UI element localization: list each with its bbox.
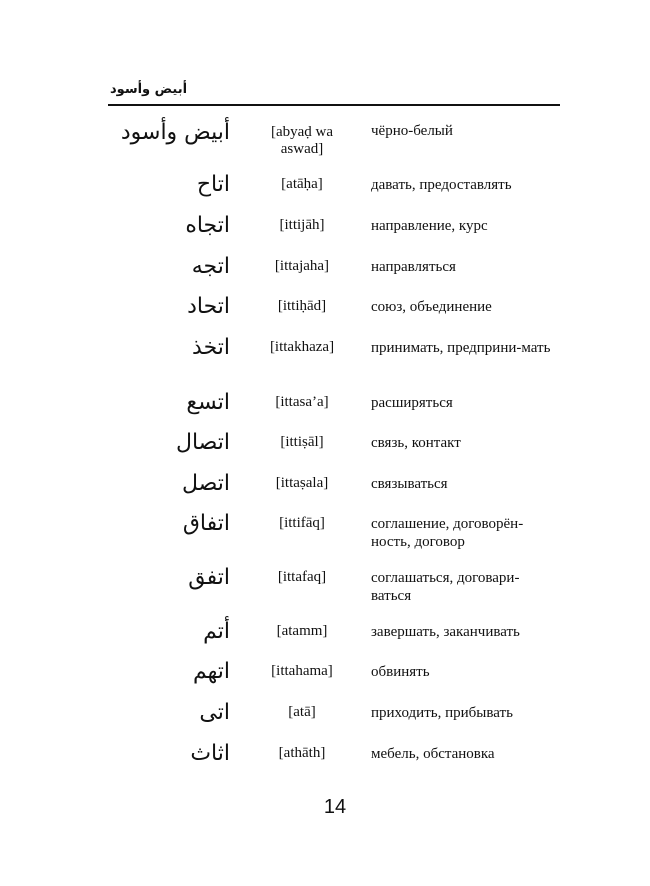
arabic-word: اتحاد: [187, 294, 230, 319]
russian-meaning: чёрно-белый: [371, 123, 453, 139]
transliteration: [atāḥa]: [281, 176, 323, 192]
transliteration: [abyaḍ wa aswad]: [270, 124, 334, 157]
transliteration: [ittakhaza]: [269, 339, 335, 355]
transliteration: [atamm]: [276, 623, 328, 639]
arabic-word: اتخذ: [192, 335, 230, 360]
transliteration: [ittijāh]: [279, 217, 325, 233]
transliteration: [ittiḥād]: [277, 298, 327, 314]
russian-meaning: принимать, предприни-мать: [371, 340, 551, 356]
russian-meaning: направление, курс: [371, 218, 488, 234]
arabic-word: اتجاه: [185, 213, 230, 238]
russian-meaning: связь, контакт: [371, 435, 461, 451]
arabic-word: اتصال: [175, 430, 230, 455]
arabic-word: أبيض وأسود: [120, 120, 230, 145]
russian-meaning: расширяться: [371, 395, 453, 411]
russian-meaning: мебель, обстановка: [371, 746, 495, 762]
arabic-word: اتفق: [188, 565, 230, 590]
russian-meaning: давать, предоставлять: [371, 177, 512, 193]
russian-meaning: обвинять: [371, 664, 430, 680]
arabic-word: اتصل: [182, 471, 230, 496]
russian-meaning: соглашаться, договари-ваться: [371, 570, 520, 604]
arabic-word: اتجه: [191, 254, 230, 279]
arabic-word: اتى: [199, 700, 230, 725]
arabic-word: اتسع: [186, 390, 230, 415]
transliteration: [ittiṣāl]: [280, 434, 324, 450]
transliteration: [athāth]: [278, 745, 326, 761]
arabic-word: اثاث: [190, 741, 230, 766]
arabic-word: اتهم: [192, 659, 230, 684]
transliteration: [ittasa’a]: [275, 394, 329, 410]
russian-meaning: связываться: [371, 476, 448, 492]
arabic-word: اتفاق: [182, 511, 230, 536]
transliteration: [ittafaq]: [277, 569, 327, 585]
russian-meaning: союз, объединение: [371, 299, 492, 315]
russian-meaning: завершать, заканчивать: [371, 624, 520, 640]
page-number: 14: [323, 796, 347, 818]
transliteration: [ittahama]: [271, 663, 333, 679]
running-head: أبيض وأسود: [110, 82, 188, 97]
header-rule: [108, 104, 560, 106]
transliteration: [atā]: [288, 704, 316, 720]
transliteration: [ittifāq]: [279, 515, 325, 531]
transliteration: [ittajaha]: [274, 258, 330, 274]
transliteration: [ittaṣala]: [275, 475, 329, 491]
russian-meaning: соглашение, договорён-ность, договор: [371, 516, 524, 550]
russian-meaning: приходить, прибывать: [371, 705, 513, 721]
arabic-word: أتم: [203, 619, 230, 644]
arabic-word: اتاح: [196, 172, 230, 197]
russian-meaning: направляться: [371, 259, 456, 275]
